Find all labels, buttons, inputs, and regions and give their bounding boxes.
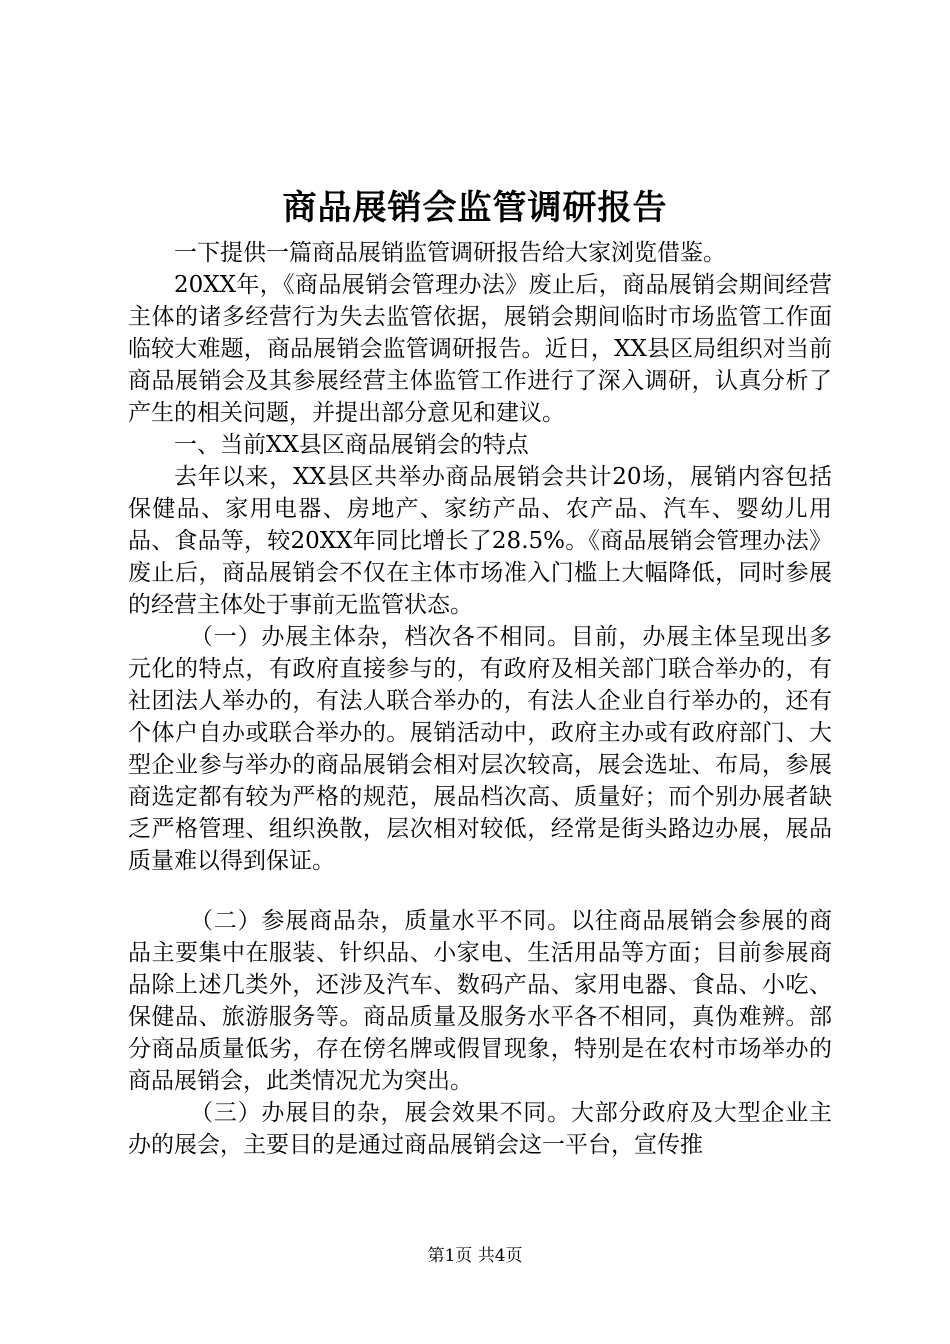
point-2-paragraph: （二）参展商品杂，质量水平不同。以往商品展销会参展的商品主要集中在服装、针织品、小家电、生活用品等方面；目前参展商品除上述几类外，还涉及汽车、数码产品、家用电器、食品、小吃、保健品、旅游服务等。商品质量及服务水平各不相同，真伪难辨。部分商品质量低劣，存在傍名牌或假冒现象，特别是在农村市场举办的商品展销会，此类情况尤为突出。 <box>128 908 832 1094</box>
section-heading-1: 一、当前XX县区商品展销会的特点 <box>174 432 529 458</box>
overview-paragraph: 去年以来，XX县区共举办商品展销会共计20场，展销内容包括保健品、家用电器、房地产、家纺产品、农产品、汽车、婴幼儿用品、食品等，较20XX年同比增长了28.5%。《商品展销会管理办法》废止后，商品展销会不仅在主体市场准入门槛上大幅降低，同时参展的经营主体处于事前无监管状态。 <box>128 464 832 618</box>
background-paragraph: 20XX年，《商品展销会管理办法》废止后，商品展销会期间经营主体的诸多经营行为失去监管依据，展销会期间临时市场监管工作面临较大难题，商品展销会监管调研报告。近日，XX县区局组织对当前商品展销会及其参展经营主体监管工作进行了深入调研，认真分析了产生的相关问题，并提出部分意见和建议。 <box>128 272 832 426</box>
page-footer: 第1页 共4页 <box>427 1246 523 1266</box>
document-body <box>128 237 832 1161</box>
point-3-paragraph: （三）办展目的杂，展会效果不同。大部分政府及大型企业主办的展会，主要目的是通过商品展销会这一平台，宣传推 <box>128 1100 832 1158</box>
point-1-paragraph: （一）办展主体杂，档次各不相同。目前，办展主体呈现出多元化的特点，有政府直接参与的，有政府及相关部门联合举办的，有社团法人举办的，有法人联合举办的，有法人企业自行举办的，还有个体户自办或联合举办的。展销活动中，政府主办或有政府部门、大型企业参与举办的商品展销会相对层次较高，展会选址、布局，参展商选定都有较为严格的规范，展品档次高、质量好；而个别办展者缺乏严格管理、组织涣散，层次相对较低，经常是街头路边办展，展品质量难以得到保证。 <box>128 624 832 874</box>
intro-paragraph: 一下提供一篇商品展销监管调研报告给大家浏览借鉴。 <box>174 240 726 266</box>
document-title: 商品展销会监管调研报告 <box>282 188 668 228</box>
